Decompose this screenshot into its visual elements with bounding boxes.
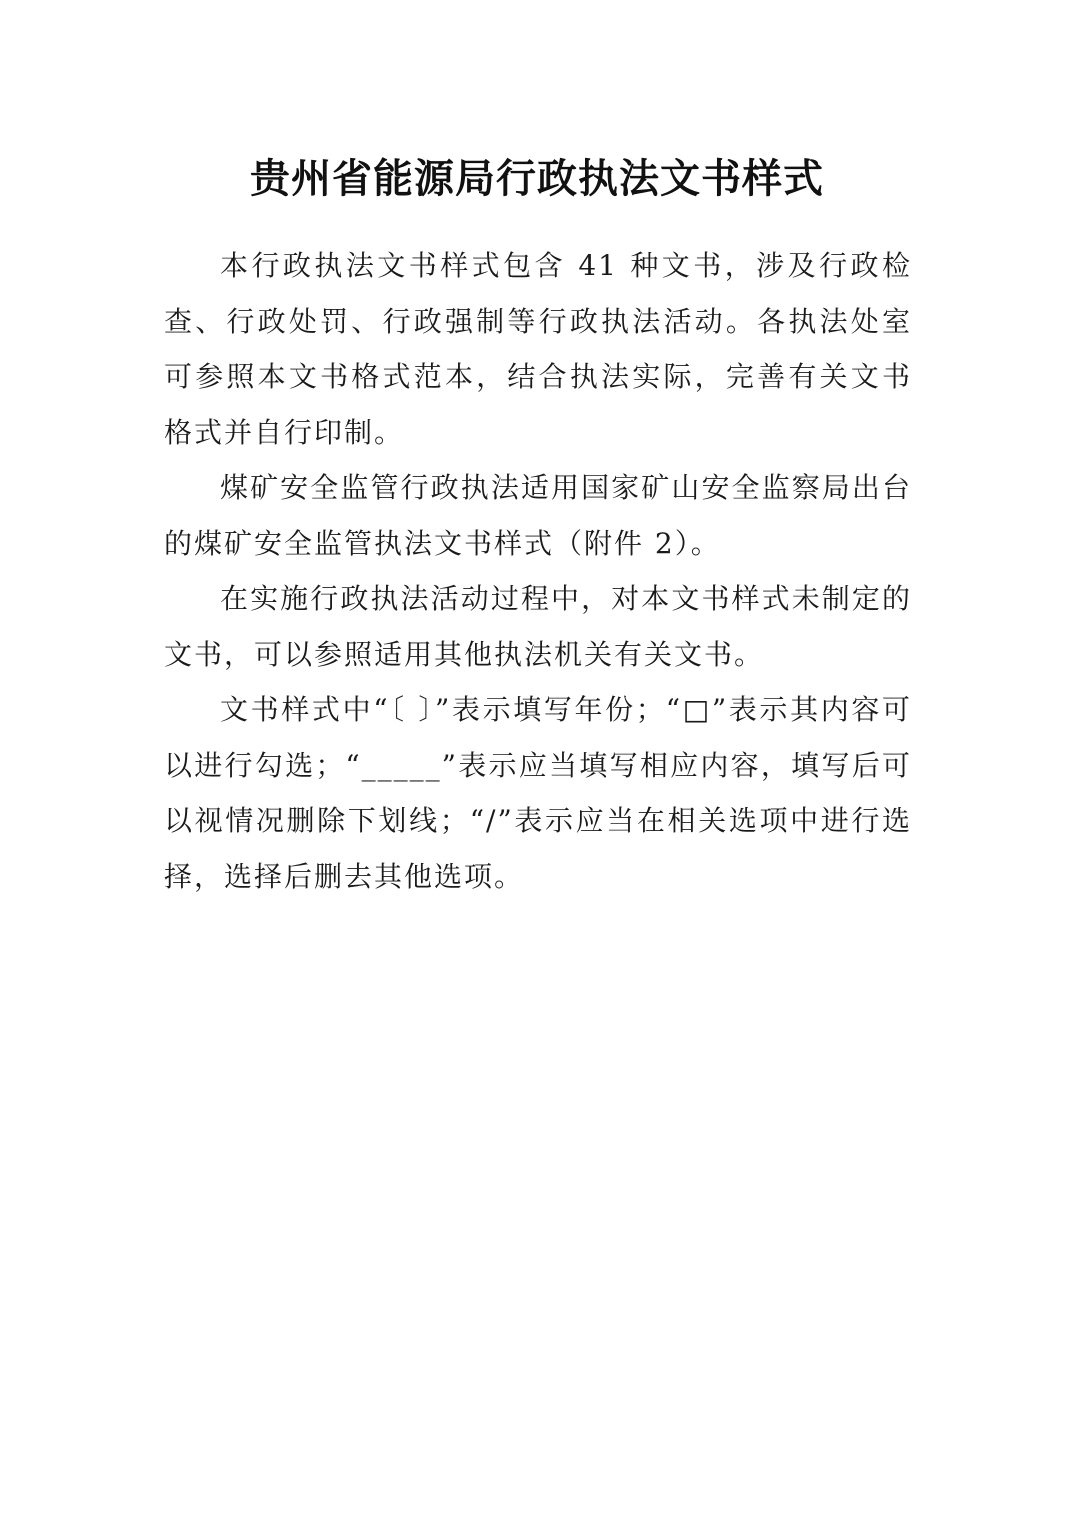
paragraph-other-documents: 在实施行政执法活动过程中，对本文书样式未制定的文书，可以参照适用其他执法机关有关文书。 bbox=[164, 582, 912, 671]
document-body bbox=[164, 238, 912, 904]
paragraph-scope: 本行政执法文书样式包含 41 种文书，涉及行政检查、行政处罚、行政强制等行政执法活动。各执法处室可参照本文书格式范本，结合执法实际，完善有关文书格式并自行印制。 bbox=[164, 249, 912, 449]
paragraph-notation: 文书样式中“〔 〕”表示填写年份；“□”表示其内容可以进行勾选；“_____”表示应当填写相应内容，填写后可以视情况删除下划线；“/”表示应当在相关选项中进行选择，选择后删去其他选项。 bbox=[164, 693, 912, 893]
document-title: 贵州省能源局行政执法文书样式 bbox=[250, 154, 824, 202]
paragraph-coal-mine: 煤矿安全监管行政执法适用国家矿山安全监察局出台的煤矿安全监管执法文书样式（附件 2）。 bbox=[164, 471, 912, 560]
